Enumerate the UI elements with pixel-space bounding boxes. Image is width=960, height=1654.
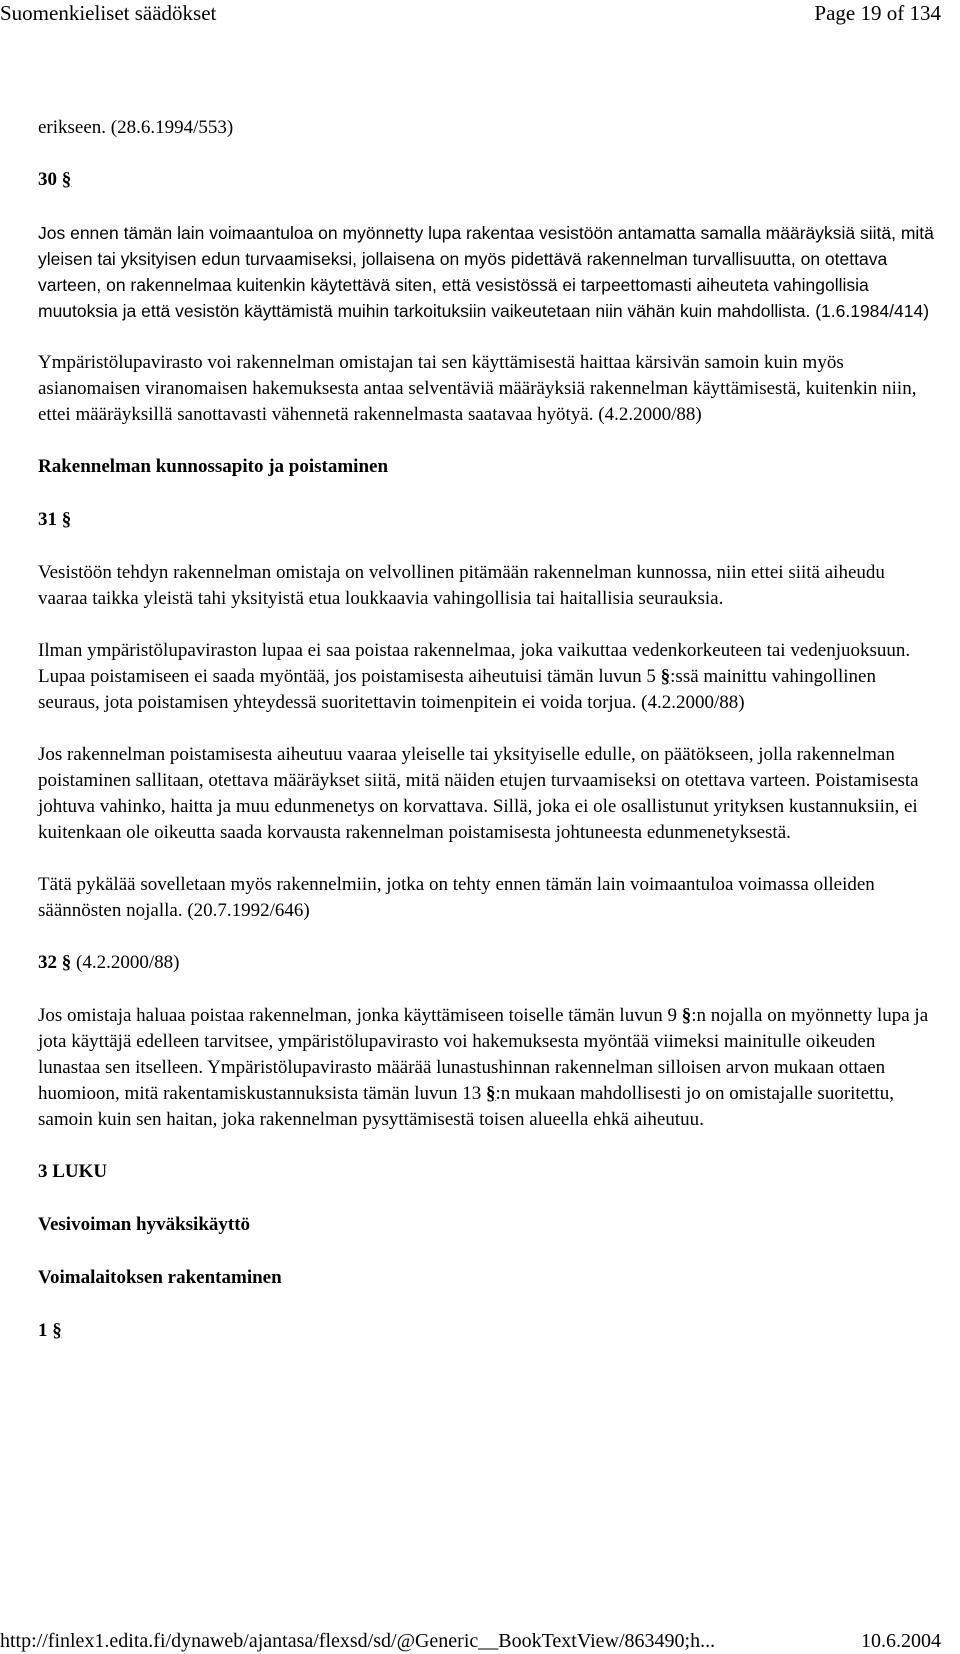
section-30-paragraph-2: Ympäristölupavirasto voi rakennelman omistajan tai sen käyttämisestä haittaa kärsivän samoin kuin myös asianomaisen viranomaisen hakemuksesta antaa selventäviä määräyksiä rakennelman käyttämisestä, kuitenkin niin, ettei määräyksillä sanottavasti vähennetä rakennelmasta saatavaa hyötyä. (4.2.2000/88) bbox=[38, 352, 917, 425]
section-31-paragraph-3: Jos rakennelman poistamisesta aiheutuu vaaraa yleiselle tai yksityiselle edulle, on päätökseen, jolla rakennelman poistaminen sallitaan, otettava määräykset siitä, mitä näiden etujen turvaamiseksi on otettava varteen. Poistamisesta johtuva vahinko, haitta ja muu edunmenetys on korvattava. Sillä, joka ei ole osallistunut yrityksen kustannuksiin, ei kuitenkaan ole oikeutta saada korvausta rakennelman poistamisesta johtuneesta edunmenetyksestä. bbox=[38, 744, 919, 843]
section-30-heading bbox=[38, 167, 938, 193]
section-32-paragraph-1: Jos omistaja haluaa poistaa rakennelman, jonka käyttämiseen toiselle tämän luvun 9 §:n nojalla on myönnetty lupa ja jota käyttäjä edelleen tarvitsee, ympäristölupavirasto voi hakemuksesta myöntää viimeksi mainitulle oikeuden lunastaa sen itselleen. Ympäristölupavirasto määrää lunastushinnan rakennelman silloisen arvon mukaan ottaen huomioon, mitä rakentamiskustannuksista tämän luvun 13 §:n mukaan mahdollisesti jo on omistajalle suoritettu, samoin kuin sen haitan, joka rakennelman pysyttämisestä toisen alueella ehkä aiheutuu. bbox=[38, 1005, 929, 1130]
section-31-paragraph-1: Vesistöön tehdyn rakennelman omistaja on velvollinen pitämään rakennelman kunnossa, niin ettei siitä aiheudu vaaraa taikka yleistä tahi yksityistä etua loukkaavia vahingollisia tai haitallisia seurauksia. bbox=[38, 562, 885, 609]
section-number: 31 bbox=[38, 509, 57, 530]
chapter-title: Vesivoiman hyväksikäyttö bbox=[38, 1214, 251, 1235]
section-number: 1 bbox=[38, 1320, 48, 1341]
section-31-heading bbox=[38, 507, 938, 533]
footer-url: http://finlex1.edita.fi/dynaweb/ajantasa/flexsd/sd/@Generic__BookTextView/863490;h... bbox=[0, 1630, 716, 1652]
page-footer bbox=[0, 1629, 941, 1654]
section-symbol-link[interactable]: § bbox=[681, 1005, 692, 1026]
section-number: 30 bbox=[38, 169, 57, 190]
page-header bbox=[0, 0, 941, 26]
section-symbol-link[interactable]: § bbox=[52, 1320, 62, 1341]
section-number: 32 bbox=[38, 952, 57, 973]
section-32-heading bbox=[38, 950, 938, 976]
section-30-paragraph-1: Jos ennen tämän lain voimaantuloa on myönnetty lupa rakentaa vesistöön antamatta samalla määräyksiä siitä, mitä yleisen tai yksityisen edun turvaamiseksi, jollaisena on myös pidettävä rakennelman turvallisuutta, on otettava varteen, on rakennelmaa kuitenkin käytettävä siten, että vesistössä ei tarpeettomasti aiheuteta vahingollisia muutoksia ja että vesistön käyttämistä muihin tarkoituksiin vaikeutetaan niin vähän kuin mahdollista. (1.6.1984/414) bbox=[38, 223, 934, 321]
subheading-voimalaitos: Voimalaitoksen rakentaminen bbox=[38, 1267, 282, 1288]
document-body bbox=[38, 115, 938, 1344]
header-title: Suomenkieliset säädökset bbox=[0, 1, 217, 25]
page-number: Page 19 of 134 bbox=[814, 1, 941, 25]
footer-date: 10.6.2004 bbox=[861, 1630, 941, 1652]
section-31-paragraph-2: Ilman ympäristölupaviraston lupaa ei saa poistaa rakennelmaa, joka vaikuttaa vedenkorkeuteen tai vedenjuoksuun. Lupaa poistamiseen ei saada myöntää, jos poistamisesta aiheutuisi tämän luvun 5 §:ssä mainittu vahingollinen seuraus, jota poistamisen yhteydessä suoritettavin toimenpitein ei voida torjua. (4.2.2000/88) bbox=[38, 640, 911, 713]
section-symbol-link[interactable]: § bbox=[61, 952, 72, 973]
section-symbol-link[interactable]: § bbox=[660, 666, 671, 687]
paragraph-continuation: erikseen. (28.6.1994/553) bbox=[38, 117, 234, 138]
section-symbol-link[interactable]: § bbox=[486, 1083, 496, 1104]
section-31-paragraph-4: Tätä pykälää sovelletaan myös rakennelmiin, jotka on tehty ennen tämän lain voimaantuloa voimassa olleiden säännösten nojalla. (20.7.1992/646) bbox=[38, 874, 875, 921]
section-symbol-link[interactable]: § bbox=[61, 509, 72, 530]
section-1-heading bbox=[38, 1318, 938, 1344]
amendment-reference: (4.2.2000/88) bbox=[71, 952, 180, 973]
chapter-heading: 3 LUKU bbox=[38, 1161, 108, 1182]
section-symbol-link[interactable]: § bbox=[61, 169, 72, 190]
subheading-kunnossapito: Rakennelman kunnossapito ja poistaminen bbox=[38, 456, 389, 477]
